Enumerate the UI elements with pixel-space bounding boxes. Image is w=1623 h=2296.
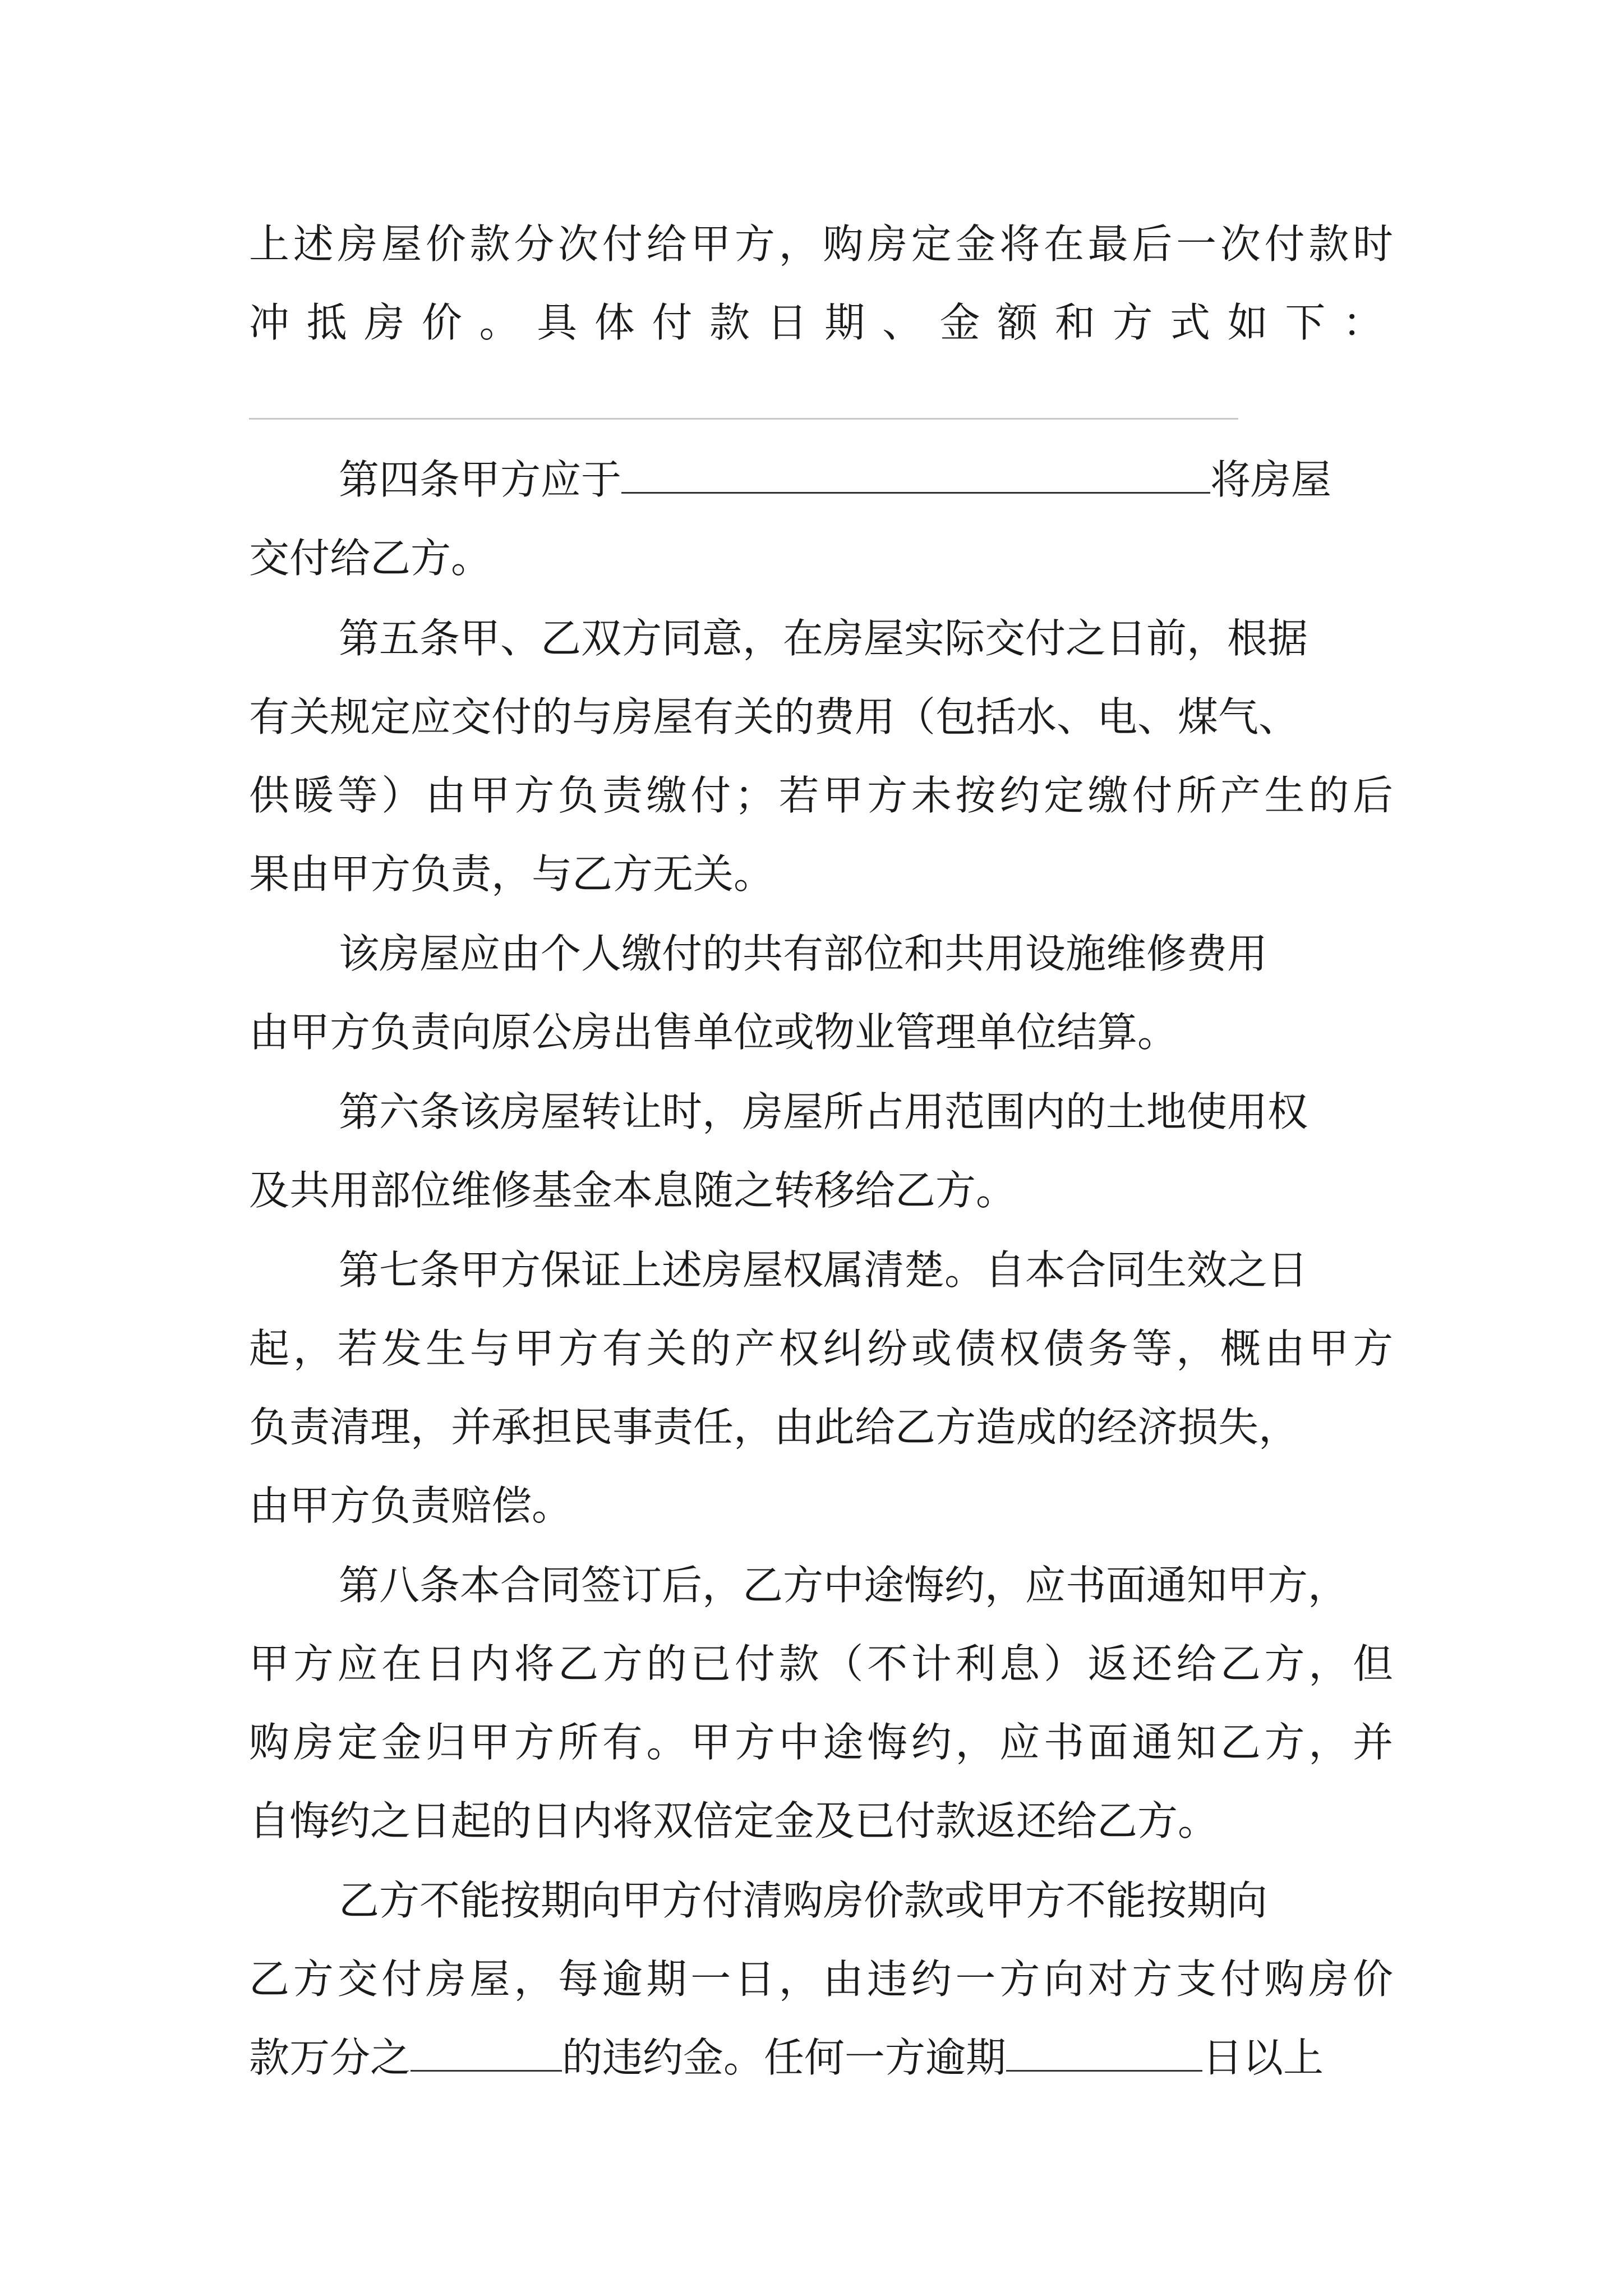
text-line: 由甲方负责赔偿。 — [249, 1482, 573, 1529]
last-line-part2: 的违约金。任何一方逾期 — [562, 2034, 1007, 2081]
last-line — [249, 2018, 1393, 2097]
last-line-part1: 款万分之 — [249, 2034, 411, 2081]
text-line: 乙方交付房屋，每逾期一日，由违约一方向对方支付购房价 — [249, 1955, 1393, 2003]
days-blank — [1006, 2037, 1202, 2072]
text-line: 上述房屋价款分次付给甲方，购房定金将在最后一次付款时 — [249, 220, 1393, 268]
article-4-prefix: 第四条甲方应于 — [339, 456, 622, 503]
text-line: 起，若发生与甲方有关的产权纠纷或债权债务等，概由甲方 — [249, 1325, 1393, 1372]
penalty-rate-blank — [411, 2037, 562, 2072]
text-line: 乙方不能按期向甲方付清购房价款或甲方不能按期向 — [339, 1877, 1268, 1924]
text-line: 负责清理，并承担民事责任，由此给乙方造成的经济损失， — [249, 1404, 1299, 1451]
text-line: 第六条该房屋转让时，房屋所占用范围内的土地使用权 — [339, 1088, 1308, 1135]
text-line: 冲抵房价。具体付款日期、金额和方式如下： — [249, 299, 1393, 346]
text-line: 该房屋应由个人缴付的共有部位和共用设施维修费用 — [339, 930, 1268, 977]
text-line: 第五条甲、乙双方同意，在房屋实际交付之日前，根据 — [339, 615, 1308, 662]
text-line: 由甲方负责向原公房出售单位或物业管理单位结算。 — [249, 1009, 1178, 1056]
text-line: 交付给乙方。 — [249, 535, 492, 582]
text-line: 甲方应在日内将乙方的已付款（不计利息）返还给乙方，但 — [249, 1640, 1393, 1687]
text-line: 第八条本合同签订后，乙方中途悔约，应书面通知甲方， — [339, 1562, 1349, 1609]
article-4-suffix: 将房屋 — [1210, 456, 1332, 503]
fill-in-rule — [249, 418, 1238, 420]
text-line: 及共用部位维修基金本息随之转移给乙方。 — [249, 1167, 1017, 1214]
date-blank — [621, 459, 1210, 494]
text-line: 自悔约之日起的日内将双倍定金及已付款返还给乙方。 — [249, 1797, 1219, 1844]
article-4-line — [339, 440, 1393, 519]
text-line: 供暖等）由甲方负责缴付；若甲方未按约定缴付所产生的后 — [249, 772, 1393, 819]
text-line: 第七条甲方保证上述房屋权属清楚。自本合同生效之日 — [339, 1246, 1308, 1294]
last-line-part3: 日以上 — [1202, 2034, 1324, 2081]
text-line: 有关规定应交付的与房屋有关的费用（包括水、电、煤气、 — [249, 693, 1299, 740]
text-line: 果由甲方负责，与乙方无关。 — [249, 850, 774, 898]
text-line: 购房定金归甲方所有。甲方中途悔约，应书面通知乙方，并 — [249, 1719, 1393, 1766]
